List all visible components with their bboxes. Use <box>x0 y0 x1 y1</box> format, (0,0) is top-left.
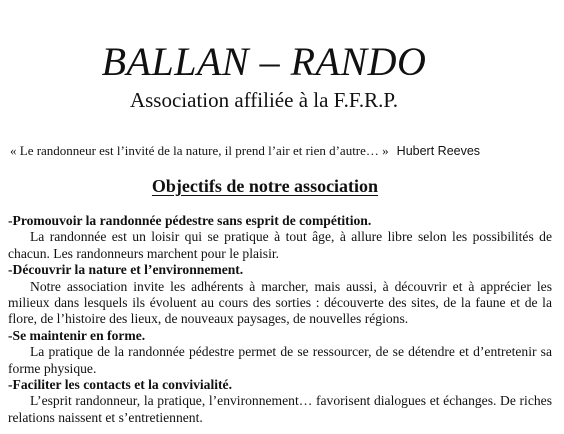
quote-text: « Le randonneur est l’invité de la nature, il prend l’air et rien d’autre… » <box>10 143 389 158</box>
objectives-list <box>8 213 552 426</box>
objective-item <box>8 377 552 426</box>
objective-heading: -Se maintenir en forme. <box>8 327 146 343</box>
objective-heading: -Découvrir la nature et l’environnement. <box>8 262 244 278</box>
association-subtitle: Association affiliée à la F.F.R.P. <box>129 88 399 112</box>
objective-text: La pratique de la randonnée pédestre permet de se ressourcer, de se détendre et d’entretenir sa forme physique. <box>8 344 552 376</box>
objective-item <box>8 213 552 262</box>
objective-text: Notre association invite les adhérents à marcher, mais aussi, à découvrir et à apprécier les milieux dans lesquels ils évoluent au cours des sorties : découverte des sites, de la faune et de la flore, de l’histoire des lieux, de nouveaux paysages, de nouvelles régions. <box>8 278 552 327</box>
objective-item <box>8 328 552 377</box>
quote-line <box>10 143 560 159</box>
objective-heading: -Faciliter les contacts et la convivialité. <box>8 377 232 393</box>
objective-heading: -Promouvoir la randonnée pédestre sans esprit de compétition. <box>8 213 372 228</box>
objective-text: L’esprit randonneur, la pratique, l’environnement… favorisent dialogues et échanges. De riches relations naissent et s’entretiennent. <box>8 393 552 425</box>
association-title: BALLAN – RANDO <box>101 39 427 84</box>
objective-item <box>8 262 552 328</box>
section-title: Objectifs de notre association <box>151 176 379 196</box>
quote-author: Hubert Reeves <box>396 144 481 158</box>
objective-text: La randonnée est un loisir qui se pratique à tout âge, à allure libre selon les possibilités de chacun. Les randonneurs marchent pour le plaisir. <box>8 229 552 261</box>
